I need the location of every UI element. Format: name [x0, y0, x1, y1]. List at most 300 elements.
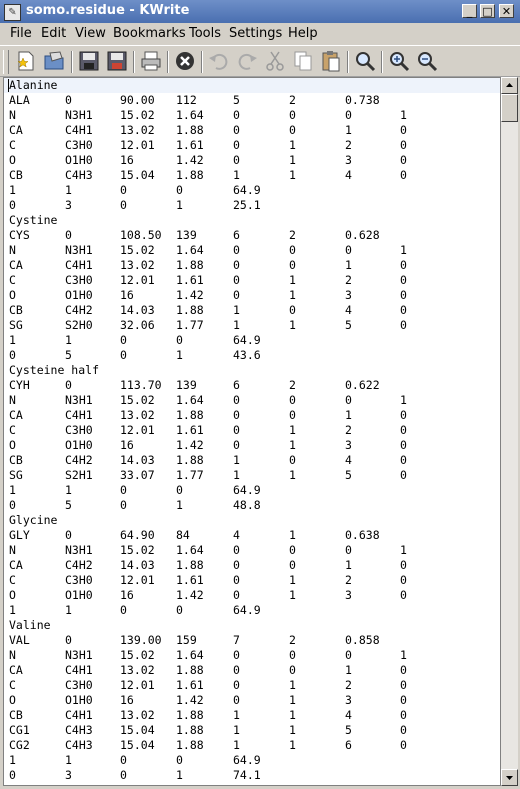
toolbar-separator: [381, 51, 383, 73]
document-cell: 0: [120, 183, 127, 197]
document-cell: 0: [233, 588, 240, 602]
document-cell: 0: [233, 243, 240, 257]
cut-icon[interactable]: [263, 49, 287, 73]
document-cell: 1: [9, 753, 16, 767]
document-cell: 0: [233, 153, 240, 167]
text-editor-area[interactable]: [3, 77, 501, 786]
document-cell: 13.02: [120, 123, 155, 137]
document-line: [4, 108, 500, 123]
document-line: [4, 648, 500, 663]
document-cell: 159: [176, 633, 197, 647]
document-cell: 0: [176, 603, 183, 617]
document-cell: 0: [289, 408, 296, 422]
document-cell: 0: [120, 498, 127, 512]
document-cell: C: [9, 573, 16, 587]
document-cell: 1: [233, 168, 240, 182]
document-cell: 1: [345, 123, 352, 137]
document-line: [4, 423, 500, 438]
document-cell: 0: [120, 483, 127, 497]
document-line: [4, 183, 500, 198]
document-line: [4, 408, 500, 423]
document-cell: 14.03: [120, 303, 155, 317]
document-cell: 13.02: [120, 663, 155, 677]
document-cell: 1.88: [176, 708, 204, 722]
document-cell: 2: [289, 378, 296, 392]
document-cell: 1: [9, 183, 16, 197]
document-cell: 1: [233, 303, 240, 317]
close-button[interactable]: ✕: [499, 4, 514, 18]
document-cell: 1.42: [176, 288, 204, 302]
document-line: [4, 678, 500, 693]
menu-file[interactable]: File: [10, 26, 32, 41]
document-line: [4, 453, 500, 468]
document-cell: 0: [233, 648, 240, 662]
menu-edit[interactable]: Edit: [41, 26, 67, 41]
document-cell: 1: [65, 183, 72, 197]
document-cell: 1: [289, 588, 296, 602]
document-cell: 6: [233, 228, 240, 242]
document-cell: 1.77: [176, 318, 204, 332]
document-cell: 3: [345, 693, 352, 707]
document-cell: C4H1: [65, 708, 93, 722]
document-cell: O: [9, 693, 16, 707]
document-cell: S2H1: [65, 468, 93, 482]
document-cell: 16: [120, 153, 134, 167]
document-cell: 0: [9, 348, 16, 362]
document-cell: O: [9, 153, 16, 167]
document-line-current: [4, 78, 500, 93]
scroll-down-button[interactable]: [501, 769, 518, 786]
document-line: [4, 693, 500, 708]
document-cell: 3: [345, 288, 352, 302]
document-cell: 12.01: [120, 273, 155, 287]
document-cell: 0: [289, 648, 296, 662]
document-cell: 15.04: [120, 723, 155, 737]
document-cell: 1.64: [176, 108, 204, 122]
document-line: [4, 573, 500, 588]
document-line: [4, 738, 500, 753]
window-title: somo.residue - KWrite: [26, 3, 190, 18]
document-cell: C: [9, 138, 16, 152]
document-line: [4, 753, 500, 768]
document-cell: N: [9, 543, 16, 557]
document-cell: 1.61: [176, 138, 204, 152]
document-cell: CG2: [9, 738, 30, 752]
document-cell: 64.9: [233, 183, 261, 197]
scroll-up-button[interactable]: [501, 77, 518, 94]
document-cell: 4: [233, 528, 240, 542]
document-cell: 5: [345, 468, 352, 482]
document-cell: 1.88: [176, 408, 204, 422]
toolbar-separator: [347, 51, 349, 73]
document-cell: 1: [289, 573, 296, 587]
document-cell: 1: [176, 348, 183, 362]
document-cell: C3H0: [65, 423, 93, 437]
document-cell: 0: [176, 183, 183, 197]
document-cell: CB: [9, 303, 23, 317]
document-cell: CYS: [9, 228, 30, 242]
menu-tools[interactable]: Tools: [189, 26, 222, 41]
document-cell: 0: [289, 123, 296, 137]
document-cell: 0: [233, 108, 240, 122]
paste-icon[interactable]: [319, 49, 343, 73]
document-cell: C3H0: [65, 138, 93, 152]
redo-icon[interactable]: [235, 49, 259, 73]
print-icon[interactable]: [139, 49, 163, 73]
document-cell: 1: [289, 723, 296, 737]
document-cell: 0: [289, 303, 296, 317]
document-cell: C4H1: [65, 663, 93, 677]
document-cell: 1: [400, 648, 407, 662]
document-cell: 1: [289, 528, 296, 542]
document-cell: 1: [400, 393, 407, 407]
document-cell: C4H2: [65, 303, 93, 317]
document-cell: 64.90: [120, 528, 155, 542]
document-cell: 0: [233, 678, 240, 692]
document-cell: 0: [400, 558, 407, 572]
document-cell: O1H0: [65, 288, 93, 302]
document-cell: 0: [233, 393, 240, 407]
document-cell: 1.61: [176, 573, 204, 587]
document-cell: 1: [65, 753, 72, 767]
document-cell: 15.02: [120, 108, 155, 122]
document-cell: 1: [233, 318, 240, 332]
document-cell: 1: [233, 723, 240, 737]
document-cell: 33.07: [120, 468, 155, 482]
document-cell: 0: [233, 138, 240, 152]
document-line: [4, 303, 500, 318]
document-cell: 16: [120, 693, 134, 707]
document-cell: 84: [176, 528, 190, 542]
document-cell: 0: [233, 573, 240, 587]
document-line: [4, 348, 500, 363]
document-cell: 0: [176, 333, 183, 347]
document-cell: 1: [289, 138, 296, 152]
document-cell: 15.02: [120, 648, 155, 662]
document-cell: 5: [345, 318, 352, 332]
document-cell: 0: [400, 318, 407, 332]
title-bar[interactable]: [0, 0, 520, 23]
document-cell: 12.01: [120, 138, 155, 152]
document-cell: 0: [345, 243, 352, 257]
document-cell: 0: [289, 453, 296, 467]
document-cell: 14.03: [120, 453, 155, 467]
document-cell: C4H1: [65, 123, 93, 137]
document-cell: 0: [65, 228, 72, 242]
document-cell: 3: [65, 198, 72, 212]
document-cell: CG1: [9, 723, 30, 737]
document-cell: 5: [65, 348, 72, 362]
document-cell: 0.628: [345, 228, 380, 242]
document-cell: 0: [233, 258, 240, 272]
document-cell: 0.738: [345, 93, 380, 107]
residue-name: Alanine: [9, 78, 58, 92]
document-cell: C4H3: [65, 723, 93, 737]
document-cell: CA: [9, 408, 23, 422]
document-cell: 0: [233, 423, 240, 437]
document-cell: 1.61: [176, 423, 204, 437]
document-cell: 0: [233, 693, 240, 707]
document-cell: C4H2: [65, 453, 93, 467]
document-cell: 0: [400, 273, 407, 287]
document-cell: 0: [400, 138, 407, 152]
menu-bar: [0, 23, 520, 45]
document-cell: 16: [120, 588, 134, 602]
close-document-icon[interactable]: [173, 49, 197, 73]
document-cell: 1.88: [176, 663, 204, 677]
document-cell: 3: [345, 438, 352, 452]
document-cell: 1.88: [176, 558, 204, 572]
document-cell: 3: [65, 768, 72, 782]
document-cell: 12.01: [120, 573, 155, 587]
document-cell: 0: [400, 303, 407, 317]
document-cell: VAL: [9, 633, 30, 647]
document-cell: O: [9, 288, 16, 302]
document-cell: 2: [345, 273, 352, 287]
document-cell: 1.64: [176, 243, 204, 257]
document-cell: C: [9, 423, 16, 437]
document-line: [4, 663, 500, 678]
document-cell: C4H1: [65, 408, 93, 422]
document-cell: 15.04: [120, 738, 155, 752]
document-cell: 1: [289, 168, 296, 182]
document-cell: 1.42: [176, 153, 204, 167]
document-cell: 1: [9, 483, 16, 497]
document-line: [4, 543, 500, 558]
document-cell: 0: [120, 603, 127, 617]
document-cell: 1: [9, 603, 16, 617]
document-cell: 25.1: [233, 198, 261, 212]
document-cell: 108.50: [120, 228, 162, 242]
document-cell: 1: [400, 108, 407, 122]
document-cell: 1: [289, 693, 296, 707]
document-line: [4, 603, 500, 618]
document-cell: C: [9, 678, 16, 692]
document-cell: CB: [9, 453, 23, 467]
document-cell: 64.9: [233, 333, 261, 347]
document-cell: SG: [9, 318, 23, 332]
document-line: [4, 708, 500, 723]
document-cell: 64.9: [233, 483, 261, 497]
zoom-in-icon[interactable]: [387, 49, 411, 73]
save-as-icon[interactable]: [105, 49, 129, 73]
maximize-button[interactable]: □: [480, 4, 495, 18]
residue-name: Cystine: [9, 213, 58, 227]
document-cell: 0: [400, 693, 407, 707]
document-cell: 1.88: [176, 123, 204, 137]
document-cell: 0: [400, 153, 407, 167]
document-cell: 0.638: [345, 528, 380, 542]
document-cell: C3H0: [65, 678, 93, 692]
document-line: [4, 258, 500, 273]
new-document-icon[interactable]: [14, 49, 38, 73]
document-line: [4, 123, 500, 138]
document-line: [4, 558, 500, 573]
document-cell: 2: [345, 138, 352, 152]
zoom-out-icon[interactable]: [415, 49, 439, 73]
document-cell: 1.88: [176, 258, 204, 272]
document-cell: 4: [345, 708, 352, 722]
document-cell: CA: [9, 258, 23, 272]
document-cell: C4H3: [65, 738, 93, 752]
document-cell: 1.64: [176, 543, 204, 557]
document-cell: 15.02: [120, 393, 155, 407]
document-cell: 13.02: [120, 408, 155, 422]
document-cell: 1: [345, 258, 352, 272]
document-cell: C3H0: [65, 273, 93, 287]
menu-help[interactable]: Help: [288, 26, 318, 41]
document-cell: 0: [400, 588, 407, 602]
document-cell: 15.04: [120, 168, 155, 182]
document-cell: 43.6: [233, 348, 261, 362]
document-cell: 1.61: [176, 678, 204, 692]
document-cell: 1: [289, 288, 296, 302]
document-cell: 1: [233, 708, 240, 722]
minimize-button[interactable]: _: [462, 4, 477, 18]
document-cell: 3: [345, 588, 352, 602]
document-line: [4, 378, 500, 393]
document-cell: C4H2: [65, 558, 93, 572]
document-cell: 0: [176, 483, 183, 497]
document-cell: 1.61: [176, 273, 204, 287]
document-cell: C3H0: [65, 573, 93, 587]
document-cell: CA: [9, 123, 23, 137]
document-cell: 2: [289, 93, 296, 107]
vertical-scrollbar[interactable]: [501, 77, 518, 786]
document-cell: SG: [9, 468, 23, 482]
document-cell: 1: [176, 768, 183, 782]
document-cell: 2: [345, 423, 352, 437]
document-cell: 13.02: [120, 708, 155, 722]
document-cell: 0: [233, 438, 240, 452]
document-cell: 7: [233, 633, 240, 647]
document-cell: 74.1: [233, 768, 261, 782]
document-cell: 12.01: [120, 423, 155, 437]
document-cell: 0: [233, 288, 240, 302]
document-cell: 1: [233, 738, 240, 752]
document-cell: 0: [400, 678, 407, 692]
document-cell: 0: [233, 273, 240, 287]
document-cell: 0: [233, 663, 240, 677]
document-cell: 0.858: [345, 633, 380, 647]
document-cell: 4: [345, 168, 352, 182]
document-line: [4, 168, 500, 183]
document-line: [4, 498, 500, 513]
document-cell: 15.02: [120, 543, 155, 557]
document-cell: N3H1: [65, 543, 93, 557]
document-cell: 1: [176, 498, 183, 512]
document-cell: 0: [400, 258, 407, 272]
document-cell: 2: [289, 228, 296, 242]
document-cell: 0: [345, 543, 352, 557]
document-cell: 139.00: [120, 633, 162, 647]
document-cell: 4: [345, 303, 352, 317]
document-cell: 1: [65, 333, 72, 347]
document-cell: GLY: [9, 528, 30, 542]
document-cell: 1.88: [176, 738, 204, 752]
document-cell: 32.06: [120, 318, 155, 332]
toolbar-separator: [71, 51, 73, 73]
document-cell: 15.02: [120, 243, 155, 257]
open-icon[interactable]: [42, 49, 66, 73]
document-cell: 1: [65, 483, 72, 497]
document-cell: N: [9, 243, 16, 257]
scrollbar-thumb[interactable]: [501, 94, 518, 122]
document-cell: 0: [400, 408, 407, 422]
document-cell: 1.88: [176, 303, 204, 317]
document-cell: 0: [289, 543, 296, 557]
document-cell: N3H1: [65, 393, 93, 407]
document-cell: 0: [400, 168, 407, 182]
document-cell: 1.88: [176, 453, 204, 467]
menu-bookmarks[interactable]: Bookmarks: [113, 26, 186, 41]
document-cell: 0: [400, 573, 407, 587]
document-cell: 0: [120, 348, 127, 362]
toolbar-grip[interactable]: [3, 50, 9, 74]
document-cell: 0: [65, 93, 72, 107]
document-line: [4, 723, 500, 738]
document-cell: 64.9: [233, 753, 261, 767]
document-cell: C4H1: [65, 258, 93, 272]
document-cell: 0: [176, 753, 183, 767]
kwrite-icon[interactable]: ✎: [4, 4, 21, 21]
document-cell: 0: [400, 438, 407, 452]
residue-name: Valine: [9, 618, 51, 632]
document-cell: CA: [9, 663, 23, 677]
document-cell: S2H0: [65, 318, 93, 332]
document-cell: 1: [233, 468, 240, 482]
copy-icon[interactable]: [291, 49, 315, 73]
document-cell: 3: [345, 153, 352, 167]
document-cell: 2: [345, 678, 352, 692]
document-cell: 1: [345, 558, 352, 572]
document-cell: 1: [289, 678, 296, 692]
document-cell: 0: [289, 558, 296, 572]
menu-settings[interactable]: Settings: [229, 26, 283, 41]
document-cell: 0: [345, 648, 352, 662]
document-cell: 1: [289, 738, 296, 752]
document-line: [4, 273, 500, 288]
document-cell: 0: [400, 738, 407, 752]
document-line: [4, 288, 500, 303]
find-icon[interactable]: [353, 49, 377, 73]
undo-icon[interactable]: [207, 49, 231, 73]
document-cell: 0: [289, 258, 296, 272]
document-cell: CA: [9, 558, 23, 572]
save-icon[interactable]: [77, 49, 101, 73]
document-cell: 1: [289, 468, 296, 482]
document-line: [4, 618, 500, 633]
document-cell: 0: [400, 123, 407, 137]
document-cell: 0: [289, 393, 296, 407]
document-cell: 0: [400, 723, 407, 737]
document-cell: CB: [9, 708, 23, 722]
document-cell: 0: [233, 558, 240, 572]
document-cell: 1: [9, 333, 16, 347]
document-cell: 1.42: [176, 693, 204, 707]
document-cell: ALA: [9, 93, 30, 107]
document-line: [4, 93, 500, 108]
document-cell: 1: [289, 273, 296, 287]
document-cell: 6: [233, 378, 240, 392]
document-cell: 5: [345, 723, 352, 737]
document-cell: 1.88: [176, 723, 204, 737]
document-line: [4, 213, 500, 228]
document-cell: 5: [65, 498, 72, 512]
document-cell: 16: [120, 438, 134, 452]
menu-view[interactable]: View: [75, 26, 106, 41]
document-cell: 0: [289, 243, 296, 257]
